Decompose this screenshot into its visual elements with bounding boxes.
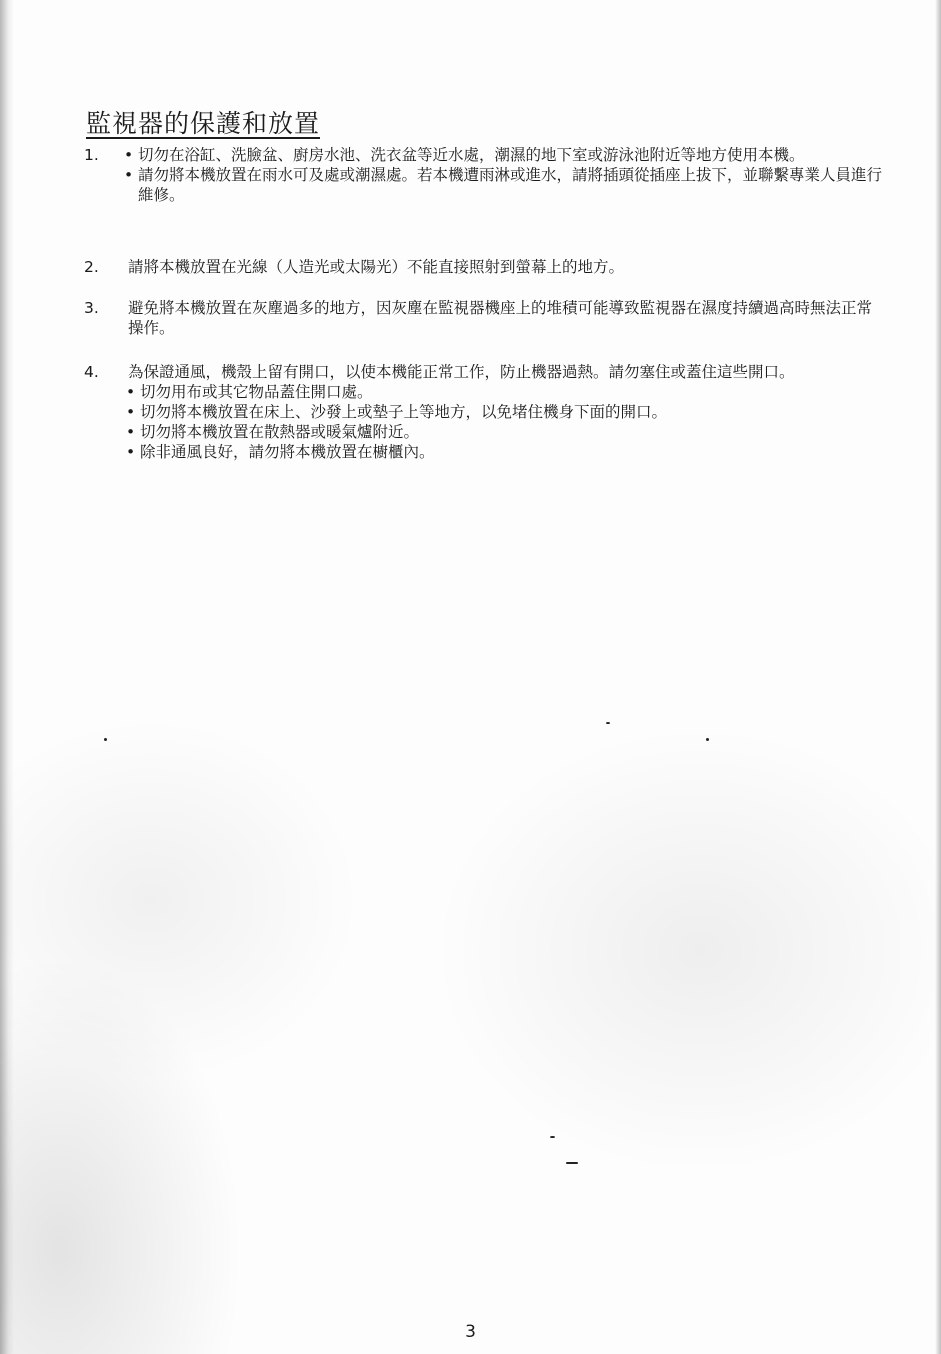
section-number: 2.: [84, 258, 99, 276]
list-item: • 請勿將本機放置在雨水可及處或潮濕處。若本機遭雨淋或進水，請將插頭從插座上拔下，並聯繫專業人員進行維修。: [124, 165, 884, 205]
page-number: 3: [465, 1322, 476, 1342]
bullet-list: [126, 382, 884, 462]
section-text: 請將本機放置在光線（人造光或太陽光）不能直接照射到螢幕上的地方。: [128, 258, 625, 276]
page-title: 監視器的保護和放置: [86, 109, 321, 138]
scan-speck: [550, 1136, 555, 1138]
bullet-list: [124, 145, 884, 205]
scan-speck: [566, 1162, 578, 1164]
scan-edge-shadow-right: [935, 0, 941, 1354]
list-item: • 切勿用布或其它物品蓋住開口處。: [126, 382, 884, 402]
list-item: • 切勿將本機放置在床上、沙發上或墊子上等地方，以免堵住機身下面的開口。: [126, 402, 884, 422]
list-item: • 切勿在浴缸、洗臉盆、廚房水池、洗衣盆等近水處，潮濕的地下室或游泳池附近等地方使用本機。: [124, 145, 884, 165]
scan-edge-shadow-left: [0, 0, 14, 1354]
section-number: 4.: [84, 363, 99, 381]
scan-speck: [104, 738, 107, 741]
section-2: [84, 257, 884, 277]
section-number: 1.: [84, 146, 99, 164]
scan-speck: [606, 722, 610, 724]
section-text: 避免將本機放置在灰塵過多的地方，因灰塵在監視器機座上的堆積可能導致監視器在濕度持續過高時無法正常操作。: [128, 299, 873, 337]
list-item: • 切勿將本機放置在散熱器或暖氣爐附近。: [126, 422, 884, 442]
scan-speck: [706, 738, 709, 741]
section-text: 為保證通風，機殼上留有開口，以使本機能正常工作，防止機器過熱。請勿塞住或蓋住這些開口。: [128, 363, 795, 381]
section-3: [84, 298, 884, 338]
list-item: • 除非通風良好，請勿將本機放置在櫥櫃內。: [126, 442, 884, 462]
section-number: 3.: [84, 299, 99, 317]
section-4: [84, 362, 884, 462]
section-1: [84, 145, 884, 205]
